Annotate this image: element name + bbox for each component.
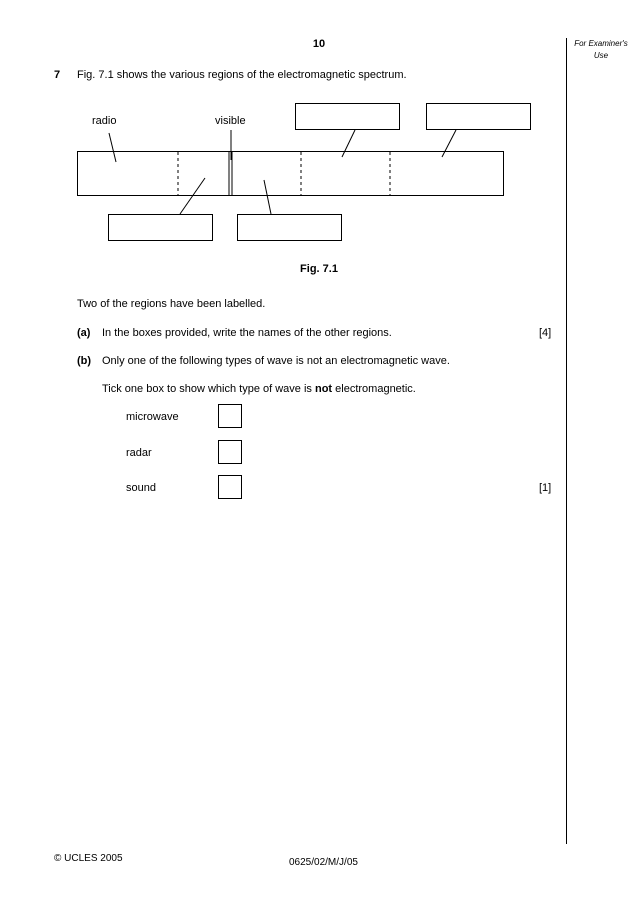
instruction-emphasis: not (314, 383, 333, 395)
instruction-start: Tick one box to show which type of wave is (102, 383, 315, 395)
part-a-text: In the boxes provided, write the names of the other regions. (102, 327, 392, 339)
part-a-marks: [4] (539, 327, 552, 339)
option-label-microwave: microwave (126, 411, 179, 423)
option-label-sound: sound (126, 482, 156, 494)
question-intro: Fig. 7.1 shows the various regions of the electromagnetic spectrum. (77, 69, 407, 81)
answer-box-bottom-right (238, 215, 342, 241)
answer-box-bottom-left (109, 215, 213, 241)
answer-box-top-right (427, 104, 531, 130)
tick-box-radar[interactable] (218, 440, 242, 464)
pointer-top-left (342, 130, 355, 157)
label-radio: radio (92, 115, 117, 127)
figure-caption: Fig. 7.1 (300, 263, 338, 275)
footer-copyright: © UCLES 2005 (54, 853, 123, 864)
instruction-end: electromagnetic. (332, 383, 416, 395)
pointer-top-right (442, 130, 456, 157)
answer-box-top-left (296, 104, 400, 130)
pointer-bottom-right (264, 180, 271, 214)
pointer-radio (109, 133, 116, 162)
option-label-radar: radar (126, 447, 152, 459)
part-b-marks: [1] (539, 482, 552, 494)
tick-box-microwave[interactable] (218, 404, 242, 428)
spectrum-bar (78, 152, 504, 196)
examiner-use-label: For Examiner's Use (574, 39, 628, 60)
part-b-instruction (102, 382, 416, 396)
part-b-letter: (b) (77, 355, 92, 367)
part-a-letter: (a) (77, 327, 91, 339)
footer-paper-code: 0625/02/M/J/05 (289, 857, 358, 868)
question-number: 7 (54, 69, 61, 81)
labelled-regions-note: Two of the regions have been labelled. (77, 298, 266, 310)
page-number: 10 (312, 38, 326, 50)
em-spectrum-diagram (0, 0, 638, 290)
part-b-text: Only one of the following types of wave is not an electromagnetic wave. (102, 355, 450, 367)
tick-box-sound[interactable] (218, 475, 242, 499)
label-visible: visible (215, 115, 246, 127)
